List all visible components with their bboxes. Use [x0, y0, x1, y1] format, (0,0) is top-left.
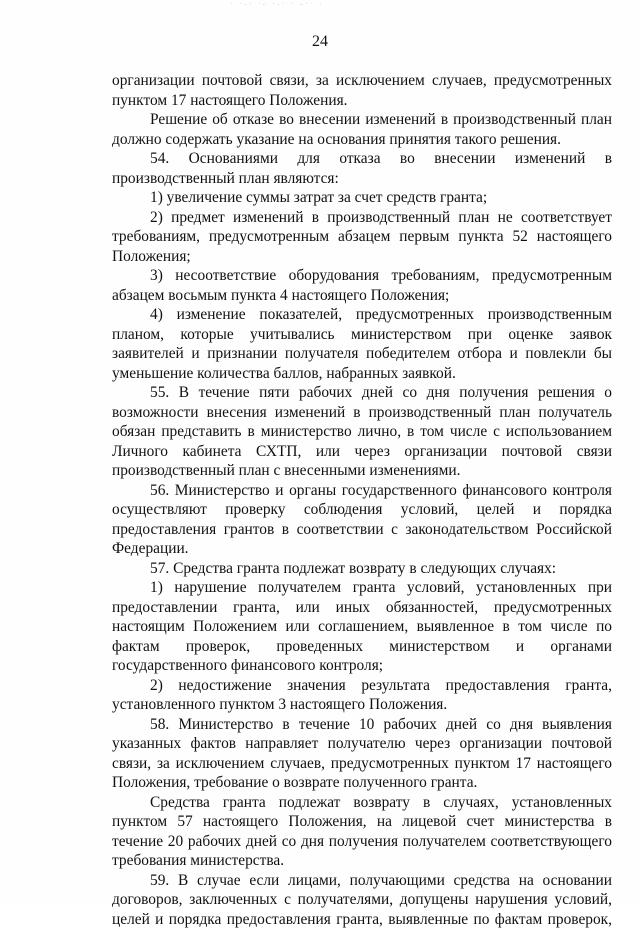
paragraph-54-item-1: 1) увеличение суммы затрат за счет средств гранта;	[112, 188, 612, 208]
paragraph-56: 56. Министерство и органы государственного финансового контроля осуществляют проверку соблюдения условий, целей и порядка предоставления грантов в соответствии с законодательством Российской Федерации.	[112, 481, 612, 559]
document-body	[112, 71, 612, 929]
paragraph-58: 58. Министерство в течение 10 рабочих дней со дня выявления указанных фактов направляет получателю через организации почтовой связи, за исключением случаев, предусмотренных пунктом 17 настоящего Положения, требование о возврате полученного гранта.	[112, 715, 612, 793]
paragraph-continuation: организации почтовой связи, за исключением случаев, предусмотренных пунктом 17 настоящего Положения.	[112, 71, 612, 110]
page-number: 24	[0, 33, 640, 51]
paragraph-54-item-4: 4) изменение показателей, предусмотренных производственным планом, которые учитывались министерством при оценке заявок заявителей и признании получателя победителем отбора и повлекли бы уменьшение количества баллов, набранных заявкой.	[112, 305, 612, 383]
paragraph-54: 54. Основаниями для отказа во внесении изменений в производственный план являются:	[112, 149, 612, 188]
paragraph-59: 59. В случае если лицами, получающими средства на основании договоров, заключенных с получателями, допущены нарушения условий, целей и порядка предоставления гранта, выявленные по фактам проверок,	[112, 871, 612, 929]
paragraph-refusal-decision: Решение об отказе во внесении изменений в производственный план должно содержать указание на основания принятия такого решения.	[112, 110, 612, 149]
paragraph-55: 55. В течение пяти рабочих дней со дня получения решения о возможности внесения изменений в производственный план получатель обязан представить в министерство лично, в том числе с использованием Личного кабинета СХТП, или через организации почтовой связи производственный план с внесенными изменениями.	[112, 383, 612, 481]
paragraph-58-refund: Средства гранта подлежат возврату в случаях, установленных пунктом 57 настоящего Положения, на лицевой счет министерства в течение 20 рабочих дней со дня получения получателем соответствующего требования министерства.	[112, 793, 612, 871]
paragraph-57-item-2: 2) недостижение значения результата предоставления гранта, установленного пунктом 3 настоящего Положения.	[112, 676, 612, 715]
scan-artifact: · ·.· ·‥ ·.· · ‥·· .	[230, 0, 400, 10]
paragraph-54-item-2: 2) предмет изменений в производственный план не соответствует требованиям, предусмотренным абзацем первым пункта 52 настоящего Положения;	[112, 208, 612, 267]
paragraph-57: 57. Средства гранта подлежат возврату в следующих случаях:	[112, 559, 612, 579]
paragraph-54-item-3: 3) несоответствие оборудования требованиям, предусмотренным абзацем восьмым пункта 4 настоящего Положения;	[112, 266, 612, 305]
paragraph-57-item-1: 1) нарушение получателем гранта условий, установленных при предоставлении гранта, или иных обязанностей, предусмотренных настоящим Положением или соглашением, выявленное в том числе по фактам проверок, проведенных министерством и органами государственного финансового контроля;	[112, 578, 612, 676]
